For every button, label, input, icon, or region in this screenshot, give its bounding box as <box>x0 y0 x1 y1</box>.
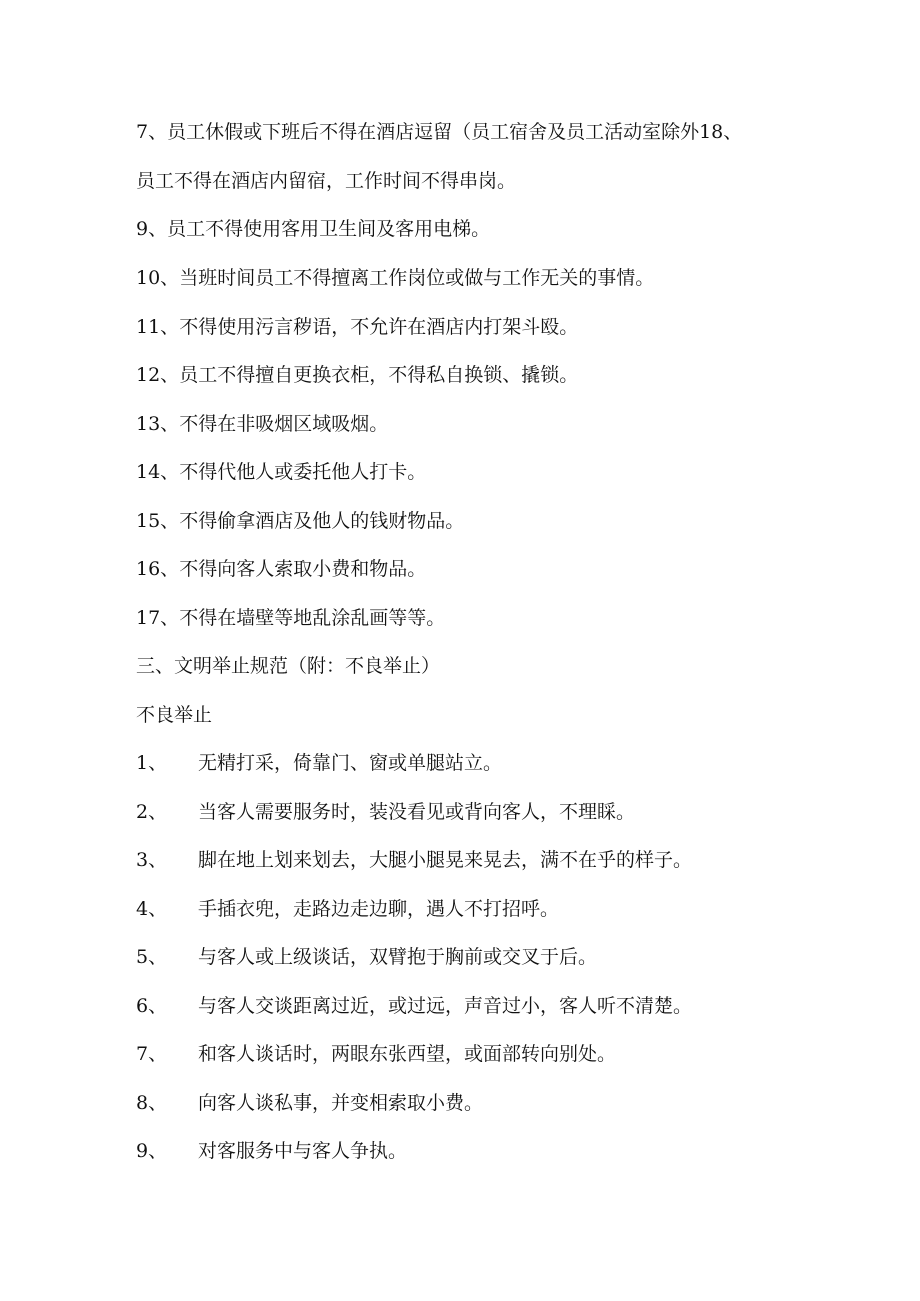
item-text: 当客人需要服务时，装没看见或背向客人，不理睬。 <box>198 801 636 823</box>
item-text: 无精打采，倚靠门、窗或单腿站立。 <box>198 752 503 774</box>
rule-text: 当班时间员工不得擅离工作岗位或做与工作无关的事情。 <box>179 267 655 289</box>
rule-text: 员工不得使用客用卫生间及客用电梯。 <box>167 218 491 240</box>
item-text: 对客服务中与客人争执。 <box>198 1140 408 1162</box>
rule-item <box>136 264 654 292</box>
item-number: 5、 <box>136 946 168 968</box>
list-item <box>136 943 597 971</box>
rule-text: 不得代他人或委托他人打卡。 <box>179 461 427 483</box>
item-number: 4、 <box>136 898 168 920</box>
rule-text: 员工不得擅自更换衣柜，不得私自换锁、撬锁。 <box>179 364 579 386</box>
rule-number: 7、 <box>136 121 168 143</box>
section-heading: 三、文明举止规范（附：不良举止） <box>136 655 441 677</box>
item-number: 8、 <box>136 1092 168 1114</box>
list-item <box>136 1040 616 1068</box>
item-number: 6、 <box>136 995 168 1017</box>
rule-number: 16、 <box>136 558 180 580</box>
list-item <box>136 895 559 923</box>
rule-item <box>136 118 742 146</box>
list-item <box>136 1137 407 1165</box>
rule-item <box>136 410 388 438</box>
rule-item <box>136 507 464 535</box>
rule-text: 员工休假或下班后不得在酒店逗留（员工宿舍及员工活动室除外18、 <box>167 121 743 143</box>
list-item <box>136 749 502 777</box>
item-number: 1、 <box>136 752 168 774</box>
rule-text: 不得在非吸烟区域吸烟。 <box>179 413 389 435</box>
item-text: 和客人谈话时，两眼东张西望，或面部转向别处。 <box>198 1043 617 1065</box>
rule-number: 11、 <box>136 316 180 338</box>
item-number: 2、 <box>136 801 168 823</box>
item-text: 与客人交谈距离过近，或过远，声音过小，客人听不清楚。 <box>198 995 693 1017</box>
subheading: 不良举止 <box>136 704 213 726</box>
rule-number: 14、 <box>136 461 180 483</box>
rule-item <box>136 361 578 389</box>
list-item <box>136 846 692 874</box>
rule-item <box>136 167 516 195</box>
item-text: 向客人谈私事，并变相索取小费。 <box>198 1092 484 1114</box>
item-text: 手插衣兜，走路边走边聊，遇人不打招呼。 <box>198 898 560 920</box>
list-item <box>136 798 635 826</box>
item-text: 脚在地上划来划去，大腿小腿晃来晃去，满不在乎的样子。 <box>198 849 693 871</box>
list-item <box>136 992 692 1020</box>
rule-text: 不得偷拿酒店及他人的钱财物品。 <box>179 510 465 532</box>
rule-text: 员工不得在酒店内留宿，工作时间不得串岗。 <box>136 170 517 192</box>
rule-number: 13、 <box>136 413 180 435</box>
item-text: 与客人或上级谈话，双臂抱于胸前或交叉于后。 <box>198 946 598 968</box>
item-number: 7、 <box>136 1043 168 1065</box>
rule-item <box>136 555 426 583</box>
item-number: 9、 <box>136 1140 168 1162</box>
rule-number: 10、 <box>136 267 180 289</box>
rule-number: 17、 <box>136 607 180 629</box>
rule-number: 12、 <box>136 364 180 386</box>
rule-number: 15、 <box>136 510 180 532</box>
item-number: 3、 <box>136 849 168 871</box>
rule-text: 不得向客人索取小费和物品。 <box>179 558 427 580</box>
rule-text: 不得使用污言秽语，不允许在酒店内打架斗殴。 <box>179 316 579 338</box>
list-item <box>136 1089 483 1117</box>
rule-item <box>136 604 445 632</box>
rule-item <box>136 215 490 243</box>
rule-number: 9、 <box>136 218 168 240</box>
rule-item <box>136 458 426 486</box>
rule-text: 不得在墙壁等地乱涂乱画等等。 <box>179 607 446 629</box>
rule-item <box>136 313 578 341</box>
